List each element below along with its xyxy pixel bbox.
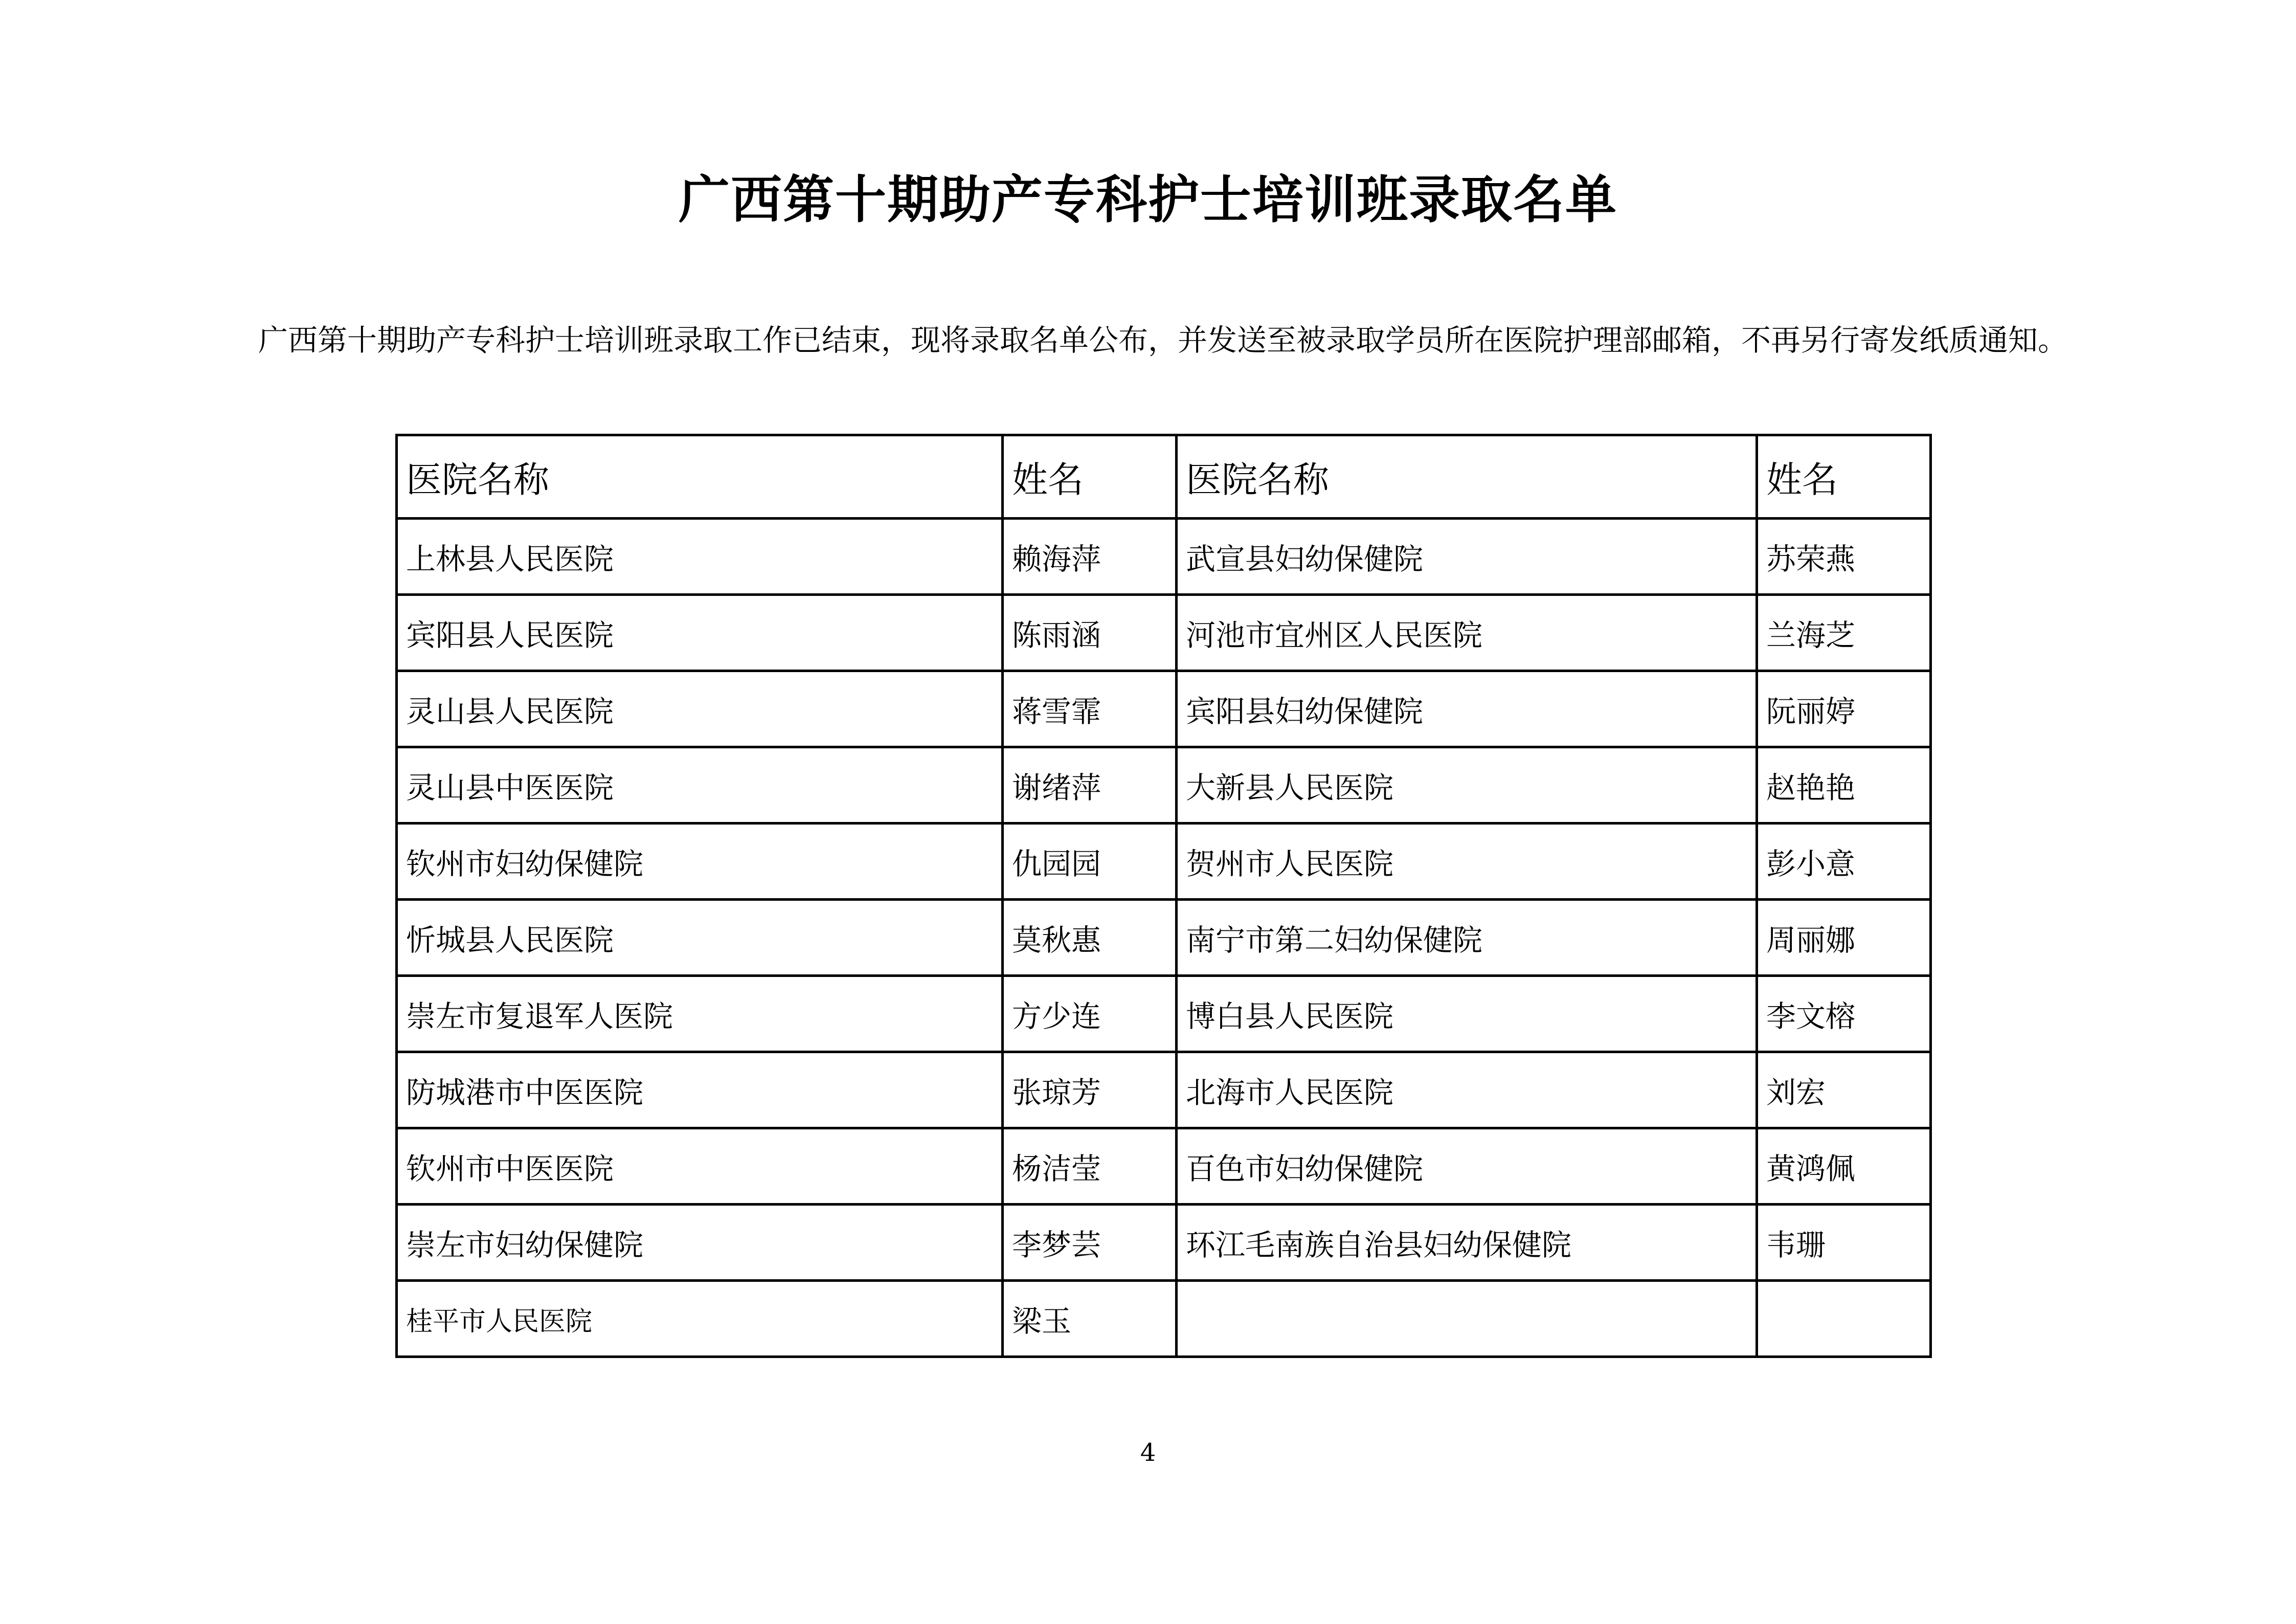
person-cell: 谢绪萍: [1003, 747, 1177, 824]
table-row: [397, 824, 1931, 900]
person-cell: 方少连: [1003, 976, 1177, 1052]
person-cell: 蒋雪霏: [1003, 671, 1177, 747]
person-cell: 兰海芝: [1757, 595, 1931, 671]
hospital-cell: 上林县人民医院: [397, 519, 1003, 595]
person-cell: 苏荣燕: [1757, 519, 1931, 595]
hospital-cell: 钦州市中医医院: [397, 1128, 1003, 1205]
person-cell: 彭小意: [1757, 824, 1931, 900]
hospital-cell: 河池市宜州区人民医院: [1177, 595, 1757, 671]
person-cell: 莫秋惠: [1003, 900, 1177, 976]
hospital-cell: 北海市人民医院: [1177, 1052, 1757, 1128]
hospital-cell: 灵山县人民医院: [397, 671, 1003, 747]
table-row: [397, 976, 1931, 1052]
table-row: [397, 671, 1931, 747]
person-cell: 黄鸿佩: [1757, 1128, 1931, 1205]
hospital-cell: 贺州市人民医院: [1177, 824, 1757, 900]
hospital-cell: 宾阳县妇幼保健院: [1177, 671, 1757, 747]
hospital-cell: 防城港市中医医院: [397, 1052, 1003, 1128]
header-hospital-name: 医院名称: [397, 435, 1003, 519]
person-cell: [1757, 1281, 1931, 1357]
hospital-cell: 大新县人民医院: [1177, 747, 1757, 824]
hospital-cell: 桂平市人民医院: [397, 1281, 1003, 1357]
person-cell: 仇园园: [1003, 824, 1177, 900]
person-cell: 阮丽婷: [1757, 671, 1931, 747]
table-row: [397, 1052, 1931, 1128]
hospital-cell: 南宁市第二妇幼保健院: [1177, 900, 1757, 976]
table-row: [397, 1281, 1931, 1357]
table-row: [397, 1128, 1931, 1205]
hospital-cell: 环江毛南族自治县妇幼保健院: [1177, 1205, 1757, 1281]
hospital-cell: 崇左市复退军人医院: [397, 976, 1003, 1052]
person-cell: 韦珊: [1757, 1205, 1931, 1281]
hospital-cell: [1177, 1281, 1757, 1357]
hospital-cell: 百色市妇幼保健院: [1177, 1128, 1757, 1205]
person-cell: 李梦芸: [1003, 1205, 1177, 1281]
person-cell: 张琼芳: [1003, 1052, 1177, 1128]
header-person-name: 姓名: [1757, 435, 1931, 519]
table-row: [397, 747, 1931, 824]
table-row: [397, 1205, 1931, 1281]
person-cell: 周丽娜: [1757, 900, 1931, 976]
table-header-row: [397, 435, 1931, 519]
hospital-cell: 钦州市妇幼保健院: [397, 824, 1003, 900]
table-row: [397, 595, 1931, 671]
header-person-name: 姓名: [1003, 435, 1177, 519]
person-cell: 杨洁莹: [1003, 1128, 1177, 1205]
intro-paragraph: 广西第十期助产专科护士培训班录取工作已结束，现将录取名单公布，并发送至被录取学员所在医院护理部邮箱，不再另行寄发纸质通知。: [258, 323, 2068, 358]
hospital-cell: 崇左市妇幼保健院: [397, 1205, 1003, 1281]
person-cell: 赖海萍: [1003, 519, 1177, 595]
page-title: 广西第十期助产专科护士培训班录取名单: [679, 169, 1617, 230]
page-number: 4: [1140, 1438, 1156, 1467]
hospital-cell: 博白县人民医院: [1177, 976, 1757, 1052]
person-cell: 李文榕: [1757, 976, 1931, 1052]
person-cell: 刘宏: [1757, 1052, 1931, 1128]
table-row: [397, 519, 1931, 595]
person-cell: 赵艳艳: [1757, 747, 1931, 824]
admission-table: [395, 434, 1932, 1358]
hospital-cell: 宾阳县人民医院: [397, 595, 1003, 671]
hospital-cell: 武宣县妇幼保健院: [1177, 519, 1757, 595]
table-row: [397, 900, 1931, 976]
hospital-cell: 灵山县中医医院: [397, 747, 1003, 824]
header-hospital-name: 医院名称: [1177, 435, 1757, 519]
person-cell: 梁玉: [1003, 1281, 1177, 1357]
person-cell: 陈雨涵: [1003, 595, 1177, 671]
hospital-cell: 忻城县人民医院: [397, 900, 1003, 976]
